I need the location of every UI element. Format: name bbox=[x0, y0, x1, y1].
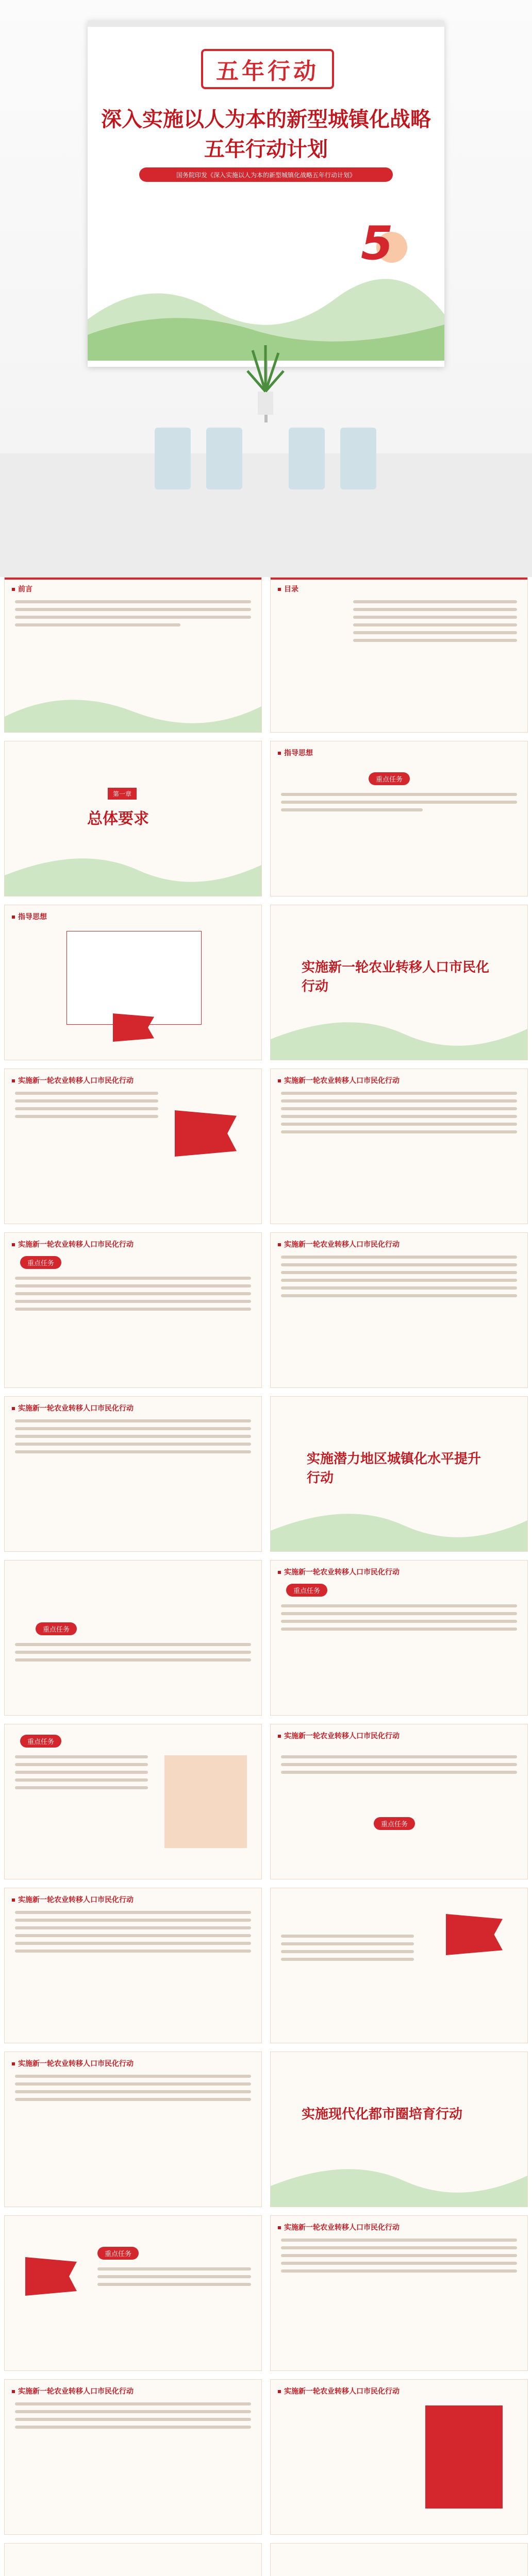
plant-icon bbox=[242, 340, 289, 417]
section-title: 实施潜力地区城镇化水平提升行动 bbox=[307, 1451, 481, 1486]
slide-heading: 实施新一轮农业转移人口市民化行动 bbox=[278, 2222, 400, 2232]
slide-topbar bbox=[5, 578, 261, 580]
slide-row bbox=[0, 1232, 532, 1388]
slide-content[interactable] bbox=[4, 1560, 262, 1716]
slide-heading: 实施新一轮农业转移人口市民化行动 bbox=[12, 1075, 134, 1086]
slide-content[interactable] bbox=[270, 1232, 528, 1388]
slide-row bbox=[0, 2215, 532, 2371]
text-block bbox=[281, 1935, 414, 1965]
five-graphic: 5 bbox=[361, 216, 393, 270]
text-block bbox=[15, 1755, 148, 1794]
topic-pill: 重点任务 bbox=[20, 1256, 61, 1269]
topic-pill: 重点任务 bbox=[20, 1735, 61, 1748]
text-block bbox=[15, 1643, 251, 1666]
temple-illustration bbox=[425, 2405, 503, 2509]
slide-row bbox=[0, 1888, 532, 2043]
slide-heading: 目录 bbox=[278, 584, 298, 594]
slide-content[interactable] bbox=[4, 2215, 262, 2371]
mountain-illustration bbox=[271, 2150, 527, 2207]
slide-grid bbox=[0, 577, 532, 2576]
cover-title-line2: 五年行动计划 bbox=[204, 138, 328, 161]
slide-section-5[interactable] bbox=[4, 2543, 262, 2576]
slide-row bbox=[0, 1069, 532, 1224]
slide-row bbox=[0, 1560, 532, 1716]
mountain-illustration bbox=[271, 1495, 527, 1551]
slide-content[interactable] bbox=[4, 2379, 262, 2535]
slide-heading: 实施新一轮农业转移人口市民化行动 bbox=[12, 2058, 134, 2069]
chair-icon bbox=[340, 428, 376, 489]
section-title: 实施现代化都市圈培育行动 bbox=[302, 2107, 463, 2122]
chair-icon bbox=[155, 428, 191, 489]
cover-badge: 五年行动 bbox=[201, 49, 334, 89]
cover-section bbox=[0, 0, 532, 577]
cover-title-line1: 深入实施以人为本的新型城镇化战略 bbox=[101, 108, 431, 131]
slide-content[interactable] bbox=[4, 1232, 262, 1388]
slide-section-3[interactable] bbox=[270, 1396, 528, 1552]
slide-content[interactable] bbox=[4, 1888, 262, 2043]
chair-icon bbox=[206, 428, 242, 489]
text-block bbox=[15, 600, 251, 631]
slide-content[interactable] bbox=[270, 2543, 528, 2576]
chair-icon bbox=[289, 428, 325, 489]
text-block bbox=[15, 2402, 251, 2433]
text-block bbox=[281, 1092, 517, 1138]
topic-pill: 重点任务 bbox=[369, 772, 410, 785]
slide-row bbox=[0, 2379, 532, 2535]
slide-heading: 实施新一轮农业转移人口市民化行动 bbox=[12, 1894, 134, 1905]
slide-heading: 指导思想 bbox=[278, 748, 313, 758]
slide-content[interactable] bbox=[270, 1560, 528, 1716]
slide-row bbox=[0, 2052, 532, 2207]
slide-heading: 实施新一轮农业转移人口市民化行动 bbox=[278, 1075, 400, 1086]
slide-heading: 实施新一轮农业转移人口市民化行动 bbox=[278, 2386, 400, 2396]
slide-preface[interactable] bbox=[4, 577, 262, 733]
section-title: 总体要求 bbox=[87, 810, 149, 828]
slide-section-2[interactable] bbox=[270, 905, 528, 1060]
text-block bbox=[281, 1604, 517, 1635]
topic-pill: 重点任务 bbox=[286, 1584, 327, 1597]
slide-content[interactable] bbox=[4, 1069, 262, 1224]
text-block bbox=[281, 1256, 517, 1302]
slide-toc[interactable] bbox=[270, 577, 528, 733]
slide-heading: 指导思想 bbox=[12, 911, 47, 922]
toc-list bbox=[353, 600, 517, 647]
slide-content[interactable] bbox=[270, 1724, 528, 1879]
mountain-illustration bbox=[5, 839, 261, 896]
topic-pill: 重点任务 bbox=[36, 1622, 77, 1635]
slide-guiding[interactable] bbox=[270, 741, 528, 896]
slide-heading: 实施新一轮农业转移人口市民化行动 bbox=[278, 1239, 400, 1249]
slide-heading: 实施新一轮农业转移人口市民化行动 bbox=[278, 1731, 400, 1741]
slide-content[interactable] bbox=[4, 1396, 262, 1552]
text-block bbox=[97, 2267, 251, 2291]
slide-content[interactable] bbox=[270, 1069, 528, 1224]
topic-pill: 重点任务 bbox=[374, 1817, 415, 1830]
chapter-tag: 第一章 bbox=[108, 788, 137, 800]
text-block bbox=[15, 1419, 251, 1458]
slide-heading: 前言 bbox=[12, 584, 32, 594]
text-block bbox=[15, 2075, 251, 2106]
slide-row bbox=[0, 1396, 532, 1552]
text-block bbox=[15, 1911, 251, 1957]
slide-content[interactable] bbox=[4, 2052, 262, 2207]
slide-content[interactable] bbox=[4, 1724, 262, 1879]
slide-row bbox=[0, 905, 532, 1060]
slide-heading: 实施新一轮农业转移人口市民化行动 bbox=[12, 1239, 134, 1249]
text-block bbox=[281, 1755, 517, 1778]
slide-content[interactable] bbox=[270, 2215, 528, 2371]
building-illustration bbox=[164, 1755, 247, 1848]
slide-row bbox=[0, 2543, 532, 2576]
cover-ribbon: 国务院印发《深入实施以人为本的新型城镇化战略五年行动计划》 bbox=[139, 167, 393, 182]
flag-icon bbox=[25, 2257, 77, 2296]
slide-content[interactable] bbox=[270, 2379, 528, 2535]
text-block bbox=[15, 1277, 251, 1315]
office-floor bbox=[0, 453, 532, 577]
section-title: 实施新一轮农业转移人口市民化行动 bbox=[302, 960, 490, 994]
text-block bbox=[281, 2239, 517, 2277]
slide-row bbox=[0, 741, 532, 896]
topic-pill: 重点任务 bbox=[97, 2247, 139, 2260]
slide-content[interactable] bbox=[270, 1888, 528, 2043]
flag-icon bbox=[113, 1013, 154, 1042]
mountain-illustration bbox=[5, 675, 261, 732]
slide-heading: 实施新一轮农业转移人口市民化行动 bbox=[12, 2386, 134, 2396]
slide-topbar bbox=[271, 578, 527, 580]
text-block bbox=[281, 793, 517, 816]
slide-heading: 实施新一轮农业转移人口市民化行动 bbox=[278, 1567, 400, 1577]
slide-row bbox=[0, 1724, 532, 1879]
content-box bbox=[66, 931, 202, 1025]
slide-section-1[interactable] bbox=[4, 741, 262, 896]
mountain-illustration bbox=[271, 1003, 527, 1060]
flag-icon bbox=[175, 1110, 237, 1157]
flag-icon bbox=[446, 1914, 503, 1955]
slide-section-4[interactable] bbox=[270, 2052, 528, 2207]
slide-guiding-2[interactable] bbox=[4, 905, 262, 1060]
slide-row bbox=[0, 577, 532, 733]
slide-heading: 实施新一轮农业转移人口市民化行动 bbox=[12, 1403, 134, 1413]
text-block bbox=[15, 1092, 158, 1123]
